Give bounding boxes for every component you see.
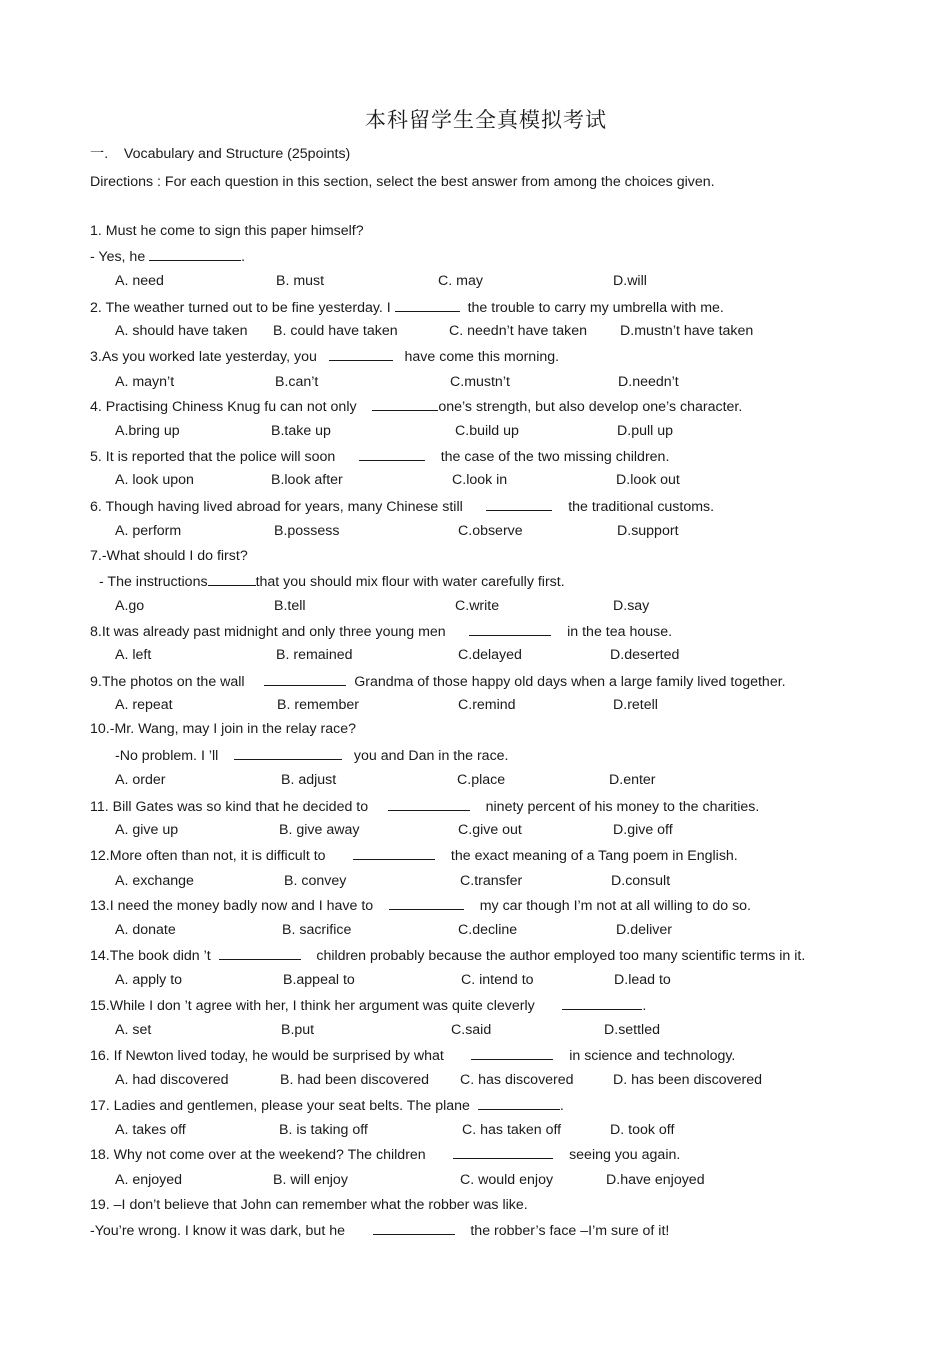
question-7-line-2: - The instructions that you should mix flour with water carefully first.: [99, 574, 565, 590]
answer-blank[interactable]: [453, 1145, 553, 1159]
section-title: Vocabulary and Structure (25points): [123, 146, 351, 162]
option-a[interactable]: A. order: [115, 772, 166, 788]
question-15: 15.While I don ’t agree with her, I think her argument was quite cleverly .: [90, 998, 647, 1014]
question-1: 1. Must he come to sign this paper himself?: [90, 223, 364, 239]
option-b[interactable]: B.possess: [274, 523, 340, 539]
option-c[interactable]: C.mustn’t: [450, 374, 510, 390]
question-4: 4. Practising Chiness Knug fu can not only one’s strength, but also develop one’s character.: [90, 399, 743, 415]
option-b[interactable]: B.take up: [271, 423, 331, 439]
answer-blank[interactable]: [373, 1221, 455, 1235]
option-d[interactable]: D.needn’t: [618, 374, 679, 390]
option-a[interactable]: A. apply to: [115, 972, 183, 988]
option-d[interactable]: D.pull up: [617, 423, 673, 439]
option-d[interactable]: D. has been discovered: [613, 1072, 763, 1088]
option-d[interactable]: D.settled: [604, 1022, 660, 1038]
option-d[interactable]: D.give off: [613, 822, 673, 838]
answer-blank[interactable]: [395, 298, 460, 312]
option-d[interactable]: D. took off: [610, 1122, 675, 1138]
option-c[interactable]: C. may: [438, 273, 483, 289]
answer-blank[interactable]: [372, 397, 438, 411]
option-c[interactable]: C.said: [451, 1022, 492, 1038]
option-a[interactable]: A. mayn’t: [115, 374, 175, 390]
option-c[interactable]: C.place: [457, 772, 506, 788]
option-b[interactable]: B. must: [276, 273, 325, 289]
option-a[interactable]: A. need: [115, 273, 164, 289]
question-17: 17. Ladies and gentlemen, please your seat belts. The plane .: [90, 1098, 564, 1114]
option-b[interactable]: B.can’t: [275, 374, 319, 390]
option-b[interactable]: B. remember: [277, 697, 359, 713]
answer-blank[interactable]: [149, 247, 241, 261]
option-b[interactable]: B. convey: [284, 873, 347, 889]
option-a[interactable]: A. should have taken: [115, 323, 248, 339]
answer-blank[interactable]: [219, 946, 301, 960]
option-d[interactable]: D.mustn’t have taken: [620, 323, 754, 339]
answer-blank[interactable]: [234, 746, 342, 760]
answer-blank[interactable]: [469, 622, 551, 636]
question-12: 12.More often than not, it is difficult to the exact meaning of a Tang poem in English.: [90, 848, 738, 864]
option-c[interactable]: C. needn’t have taken: [449, 323, 588, 339]
answer-blank[interactable]: [353, 846, 435, 860]
question-2: 2. The weather turned out to be fine yesterday. I the trouble to carry my umbrella with me.: [90, 300, 724, 316]
question-9: 9.The photos on the wall Grandma of those happy old days when a large family lived together.: [90, 674, 786, 690]
option-c[interactable]: C.transfer: [460, 873, 523, 889]
question-13: 13.I need the money badly now and I have to my car though I’m not at all willing to do so.: [90, 898, 752, 914]
option-a[interactable]: A. left: [115, 647, 152, 663]
option-d[interactable]: D.look out: [616, 472, 680, 488]
question-18: 18. Why not come over at the weekend? The children seeing you again.: [90, 1147, 681, 1163]
answer-blank[interactable]: [388, 797, 470, 811]
option-a[interactable]: A. enjoyed: [115, 1172, 183, 1188]
section-heading: [90, 145, 350, 163]
option-d[interactable]: D.enter: [609, 772, 656, 788]
option-c[interactable]: C.give out: [458, 822, 522, 838]
option-d[interactable]: D.deliver: [616, 922, 672, 938]
option-c[interactable]: C. has taken off: [462, 1122, 562, 1138]
option-c[interactable]: C. would enjoy: [460, 1172, 554, 1188]
option-a[interactable]: A.go: [115, 598, 145, 614]
option-b[interactable]: B. will enjoy: [273, 1172, 348, 1188]
option-d[interactable]: D.consult: [611, 873, 671, 889]
option-d[interactable]: D.retell: [613, 697, 658, 713]
option-c[interactable]: C. has discovered: [460, 1072, 574, 1088]
option-c[interactable]: C.decline: [458, 922, 518, 938]
question-5: 5. It is reported that the police will soon the case of the two missing children.: [90, 449, 670, 465]
section-number: 一.: [90, 146, 109, 162]
option-a[interactable]: A. had discovered: [115, 1072, 229, 1088]
option-c[interactable]: C.delayed: [458, 647, 522, 663]
option-d[interactable]: D.support: [617, 523, 679, 539]
option-d[interactable]: D.deserted: [610, 647, 680, 663]
option-b[interactable]: B.put: [281, 1022, 315, 1038]
option-c[interactable]: C.build up: [455, 423, 519, 439]
option-b[interactable]: B. give away: [279, 822, 360, 838]
option-d[interactable]: D.say: [613, 598, 650, 614]
question-14: 14.The book didn ’t children probably because the author employed too many scientific terms in it.: [90, 948, 806, 964]
directions: Directions : For each question in this section, select the best answer from among the choices given.: [90, 174, 715, 190]
question-1-line-2: - Yes, he .: [90, 249, 246, 265]
option-d[interactable]: D.lead to: [614, 972, 671, 988]
option-b[interactable]: B. sacrifice: [282, 922, 352, 938]
option-b[interactable]: B.tell: [274, 598, 306, 614]
question-7: 7.-What should I do first?: [90, 548, 248, 564]
option-d[interactable]: D.have enjoyed: [606, 1172, 705, 1188]
option-a[interactable]: A. set: [115, 1022, 152, 1038]
option-b[interactable]: B. could have taken: [273, 323, 398, 339]
option-a[interactable]: A. give up: [115, 822, 179, 838]
answer-blank[interactable]: [264, 672, 346, 686]
option-c[interactable]: C.observe: [458, 523, 523, 539]
option-a[interactable]: A. look upon: [115, 472, 194, 488]
answer-blank[interactable]: [486, 497, 552, 511]
option-b[interactable]: B.look after: [271, 472, 343, 488]
page-title: 本科留学生全真模拟考试: [365, 108, 607, 132]
answer-blank[interactable]: [478, 1096, 560, 1110]
option-c[interactable]: C.look in: [452, 472, 508, 488]
question-11: 11. Bill Gates was so kind that he decided to ninety percent of his money to the charities.: [90, 799, 760, 815]
question-10: 10.-Mr. Wang, may I join in the relay race?: [90, 721, 356, 737]
answer-blank[interactable]: [562, 996, 642, 1010]
option-b[interactable]: B. adjust: [281, 772, 337, 788]
option-a[interactable]: A. donate: [115, 922, 176, 938]
option-a[interactable]: A.bring up: [115, 423, 180, 439]
option-b[interactable]: B. is taking off: [279, 1122, 368, 1138]
question-6: 6. Though having lived abroad for years, many Chinese still the traditional customs.: [90, 499, 715, 515]
option-a[interactable]: A. exchange: [115, 873, 194, 889]
option-c[interactable]: C. intend to: [461, 972, 534, 988]
answer-blank[interactable]: [359, 447, 425, 461]
option-d[interactable]: D.will: [613, 273, 647, 289]
question-19-line-2: -You’re wrong. I know it was dark, but he the robber’s face –I’m sure of it!: [90, 1223, 670, 1239]
question-16: 16. If Newton lived today, he would be surprised by what in science and technology.: [90, 1048, 736, 1064]
question-19: 19. –I don’t believe that John can remember what the robber was like.: [90, 1197, 528, 1213]
question-3: 3.As you worked late yesterday, you have come this morning.: [90, 349, 560, 365]
option-b[interactable]: B. remained: [276, 647, 353, 663]
answer-blank[interactable]: [471, 1046, 553, 1060]
option-a[interactable]: A. perform: [115, 523, 182, 539]
option-c[interactable]: C.write: [455, 598, 500, 614]
option-a[interactable]: A. takes off: [115, 1122, 186, 1138]
answer-blank[interactable]: [329, 347, 393, 361]
option-b[interactable]: B. had been discovered: [280, 1072, 430, 1088]
option-a[interactable]: A. repeat: [115, 697, 173, 713]
answer-blank[interactable]: [208, 572, 256, 586]
question-8: 8.It was already past midnight and only three young men in the tea house.: [90, 624, 673, 640]
answer-blank[interactable]: [389, 896, 464, 910]
question-10-line-2: -No problem. I ’ll you and Dan in the race.: [115, 748, 509, 764]
option-b[interactable]: B.appeal to: [283, 972, 355, 988]
option-c[interactable]: C.remind: [458, 697, 516, 713]
